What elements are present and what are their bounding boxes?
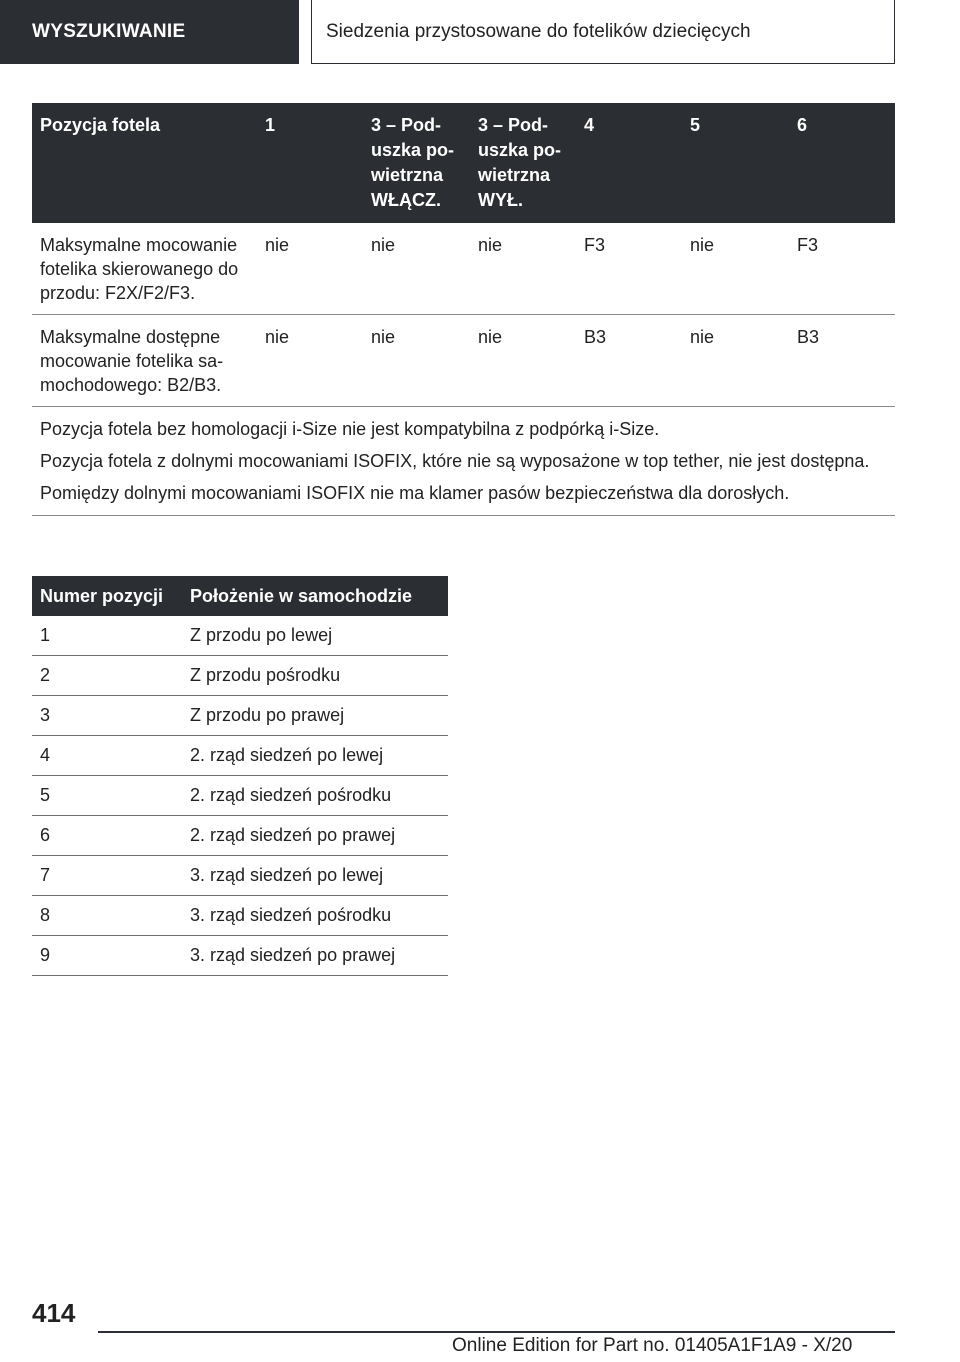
search-button[interactable]: WYSZUKIWANIE bbox=[0, 0, 299, 64]
table-cell: B3 bbox=[576, 315, 682, 407]
table-cell: 3. rząd siedzeń po prawej bbox=[182, 936, 448, 976]
table-cell: B3 bbox=[789, 315, 895, 407]
table-cell: F3 bbox=[576, 223, 682, 315]
table-cell: 3 bbox=[32, 696, 182, 736]
table-row bbox=[32, 656, 448, 696]
notes-cell bbox=[32, 407, 895, 516]
table-cell: Maksymalne dostępne mocowanie fotelika samochodowego: B2/B3. bbox=[32, 315, 257, 407]
table-cell: 2 bbox=[32, 656, 182, 696]
header-cell: 6 bbox=[789, 103, 895, 223]
table-cell: 6 bbox=[32, 816, 182, 856]
note-text: Pozycja fotela z dolnymi mocowaniami ISOFIX, które nie są wyposażone w top tether, nie jest dostępna. bbox=[40, 451, 870, 471]
table-cell: 1 bbox=[32, 616, 182, 656]
table-cell: 4 bbox=[32, 736, 182, 776]
table-cell: nie bbox=[682, 223, 789, 315]
table-row bbox=[32, 315, 895, 407]
table-cell: 2. rząd siedzeń pośrodku bbox=[182, 776, 448, 816]
header-cell: 5 bbox=[682, 103, 789, 223]
table-cell: Z przodu pośrodku bbox=[182, 656, 448, 696]
header-cell: Numer pozycji bbox=[32, 576, 182, 616]
table-cell: 3. rząd siedzeń po lewej bbox=[182, 856, 448, 896]
table-cell: nie bbox=[257, 223, 363, 315]
header-cell: 3 – Poduszka powietrzna WŁĄCZ. bbox=[363, 103, 470, 223]
table-header-row bbox=[32, 103, 895, 223]
position-numbers-table bbox=[32, 576, 448, 976]
edition-text: Online Edition for Part no. 01405A1F1A9 - X/20 bbox=[452, 1335, 853, 1356]
table-row bbox=[32, 936, 448, 976]
table-cell: Maksymalne mocowanie fotelika skierowanego do przodu: F2X/F2/F3. bbox=[32, 223, 257, 315]
page-number: 414 bbox=[32, 1298, 76, 1328]
table-cell: nie bbox=[470, 315, 576, 407]
table-cell: F3 bbox=[789, 223, 895, 315]
header-cell: 3 – Poduszka powietrzna WYŁ. bbox=[470, 103, 576, 223]
table-cell: 5 bbox=[32, 776, 182, 816]
table-cell: 8 bbox=[32, 896, 182, 936]
table-row bbox=[32, 616, 448, 656]
header-cell: Położenie w samochodzie bbox=[182, 576, 448, 616]
breadcrumb: Siedzenia przystosowane do fotelików dziecięcych bbox=[311, 0, 895, 64]
top-bar bbox=[0, 0, 960, 66]
table-cell: Z przodu po prawej bbox=[182, 696, 448, 736]
table-cell: nie bbox=[470, 223, 576, 315]
table-cell: nie bbox=[363, 315, 470, 407]
table-row bbox=[32, 223, 895, 315]
notes-row bbox=[32, 407, 895, 516]
table-cell: nie bbox=[257, 315, 363, 407]
note-text: Pozycja fotela bez homologacji i-Size nie jest kompatybilna z podpórką i-Size. bbox=[40, 419, 660, 439]
note-text: Pomiędzy dolnymi mocowaniami ISOFIX nie ma klamer pasów bezpieczeństwa dla dorosłych. bbox=[40, 483, 790, 503]
header-cell: 1 bbox=[257, 103, 363, 223]
header-cell: Pozycja fotela bbox=[32, 103, 257, 223]
table-row bbox=[32, 816, 448, 856]
table-row bbox=[32, 856, 448, 896]
table-row bbox=[32, 776, 448, 816]
header-cell: 4 bbox=[576, 103, 682, 223]
table-row bbox=[32, 696, 448, 736]
table-cell: 9 bbox=[32, 936, 182, 976]
footer-divider bbox=[98, 1331, 895, 1333]
seat-positions-table bbox=[32, 103, 895, 516]
table-cell: nie bbox=[363, 223, 470, 315]
table-row bbox=[32, 896, 448, 936]
table-cell: 7 bbox=[32, 856, 182, 896]
table-cell: 2. rząd siedzeń po lewej bbox=[182, 736, 448, 776]
table-cell: 2. rząd siedzeń po prawej bbox=[182, 816, 448, 856]
table-cell: 3. rząd siedzeń pośrodku bbox=[182, 896, 448, 936]
table-cell: Z przodu po lewej bbox=[182, 616, 448, 656]
table-header-row bbox=[32, 576, 448, 616]
table-row bbox=[32, 736, 448, 776]
table-cell: nie bbox=[682, 315, 789, 407]
